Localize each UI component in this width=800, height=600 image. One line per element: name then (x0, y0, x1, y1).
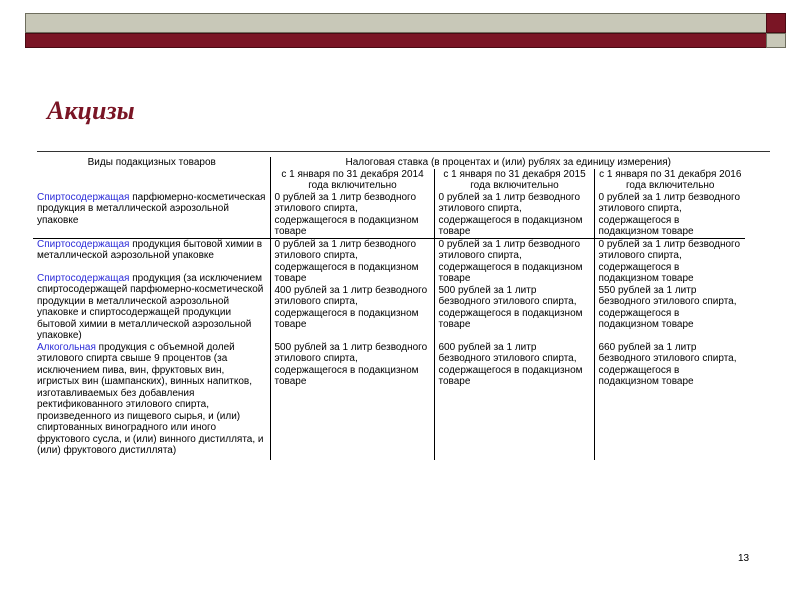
table-row (33, 238, 745, 342)
rate-2016: 0 рублей за 1 литр безводного этилового спирта, содержащегося в подакцизном товаре (598, 238, 741, 284)
header-tax-rate: Налоговая ставка (в процентах и (или) рублях за единицу измерения) (345, 157, 672, 168)
header-bar-bottom (25, 33, 767, 48)
title-divider (37, 151, 770, 152)
goods-description: продукция бытовой химии в металлической аэрозольной упаковке (37, 238, 263, 261)
period-2015: с 1 января по 31 декабря 2015 года включительно (434, 169, 594, 192)
header-bar-top (25, 13, 767, 33)
goods-name-cell (33, 238, 270, 342)
period-2014: с 1 января по 31 декабря 2014 года включительно (270, 169, 434, 192)
rate-2014-cell (270, 238, 434, 342)
goods-name-cell (33, 342, 270, 460)
header-square-top (766, 13, 786, 33)
rate-2016-cell (594, 238, 745, 342)
goods-description: продукция с объемной долей этилового спирта свыше 9 процентов (за исключением пива, вин, фруктовых вин, игристых вин (шампанских), винных напитков, изготавливаемых без добавления ректификованного этилового спирта, произведенного из пищевого сырья, и (или) спиртованных виноградного или иного фруктового сусла, и (или) винного дистиллята, и (или) фруктового дистиллята) (37, 341, 264, 456)
rate-2015: 600 рублей за 1 литр безводного этилового спирта, содержащегося в подакцизном товаре (434, 342, 594, 460)
table-header-row (33, 157, 745, 169)
goods-description: парфюмерно-косметическая продукция в металлической аэрозольной упаковке (37, 191, 266, 226)
rate-2016: 550 рублей за 1 литр безводного этилового спирта, содержащегося в подакцизном товаре (598, 284, 737, 330)
rate-2014: 0 рублей за 1 литр безводного этилового спирта, содержащегося в подакцизном товаре (270, 192, 434, 239)
goods-name-cell (33, 192, 270, 239)
rate-2014: 0 рублей за 1 литр безводного этилового спирта, содержащегося в подакцизном товаре (274, 238, 419, 284)
rate-2014: 400 рублей за 1 литр безводного этилового спирта, содержащегося в подакцизном товаре (274, 284, 428, 330)
period-2016: с 1 января по 31 декабря 2016 года включительно (599, 168, 742, 191)
rate-2015: 0 рублей за 1 литр безводного этилового спирта, содержащегося в подакцизном товаре (434, 192, 594, 239)
goods-link[interactable]: Спиртосодержащая (37, 238, 130, 250)
rate-2016: 660 рублей за 1 литр безводного этилового спирта, содержащегося в подакцизном товаре (598, 341, 737, 387)
page-number: 13 (738, 553, 750, 564)
header-goods-type: Виды подакцизных товаров (33, 157, 270, 192)
table-row (33, 192, 745, 239)
slide-title: Акцизы (47, 96, 135, 125)
rate-2016: 0 рублей за 1 литр безводного этилового спирта, содержащегося в подакцизном товаре (594, 192, 745, 239)
excise-rates-table (33, 157, 745, 460)
rate-2015-cell (434, 238, 594, 342)
goods-link[interactable]: Алкогольная (37, 341, 96, 353)
goods-link[interactable]: Спиртосодержащая (37, 191, 130, 203)
rate-2015: 0 рублей за 1 литр безводного этилового спирта, содержащегося в подакцизном товаре (438, 238, 583, 284)
rate-2015: 500 рублей за 1 литр безводного этилового спирта, содержащегося в подакцизном товаре (438, 284, 583, 330)
table-row (33, 342, 745, 460)
goods-link[interactable]: Спиртосодержащая (37, 272, 130, 284)
rate-2014: 500 рублей за 1 литр безводного этилового спирта, содержащегося в подакцизном товаре (270, 342, 434, 460)
header-square-bottom (766, 33, 786, 48)
goods-description: продукция (за исключением спиртосодержащей парфюмерно-косметической продукции в металлической аэрозольной упаковке и спиртосодержащей продукции бытовой химии в металлической аэрозольной упаковке) (37, 272, 264, 341)
